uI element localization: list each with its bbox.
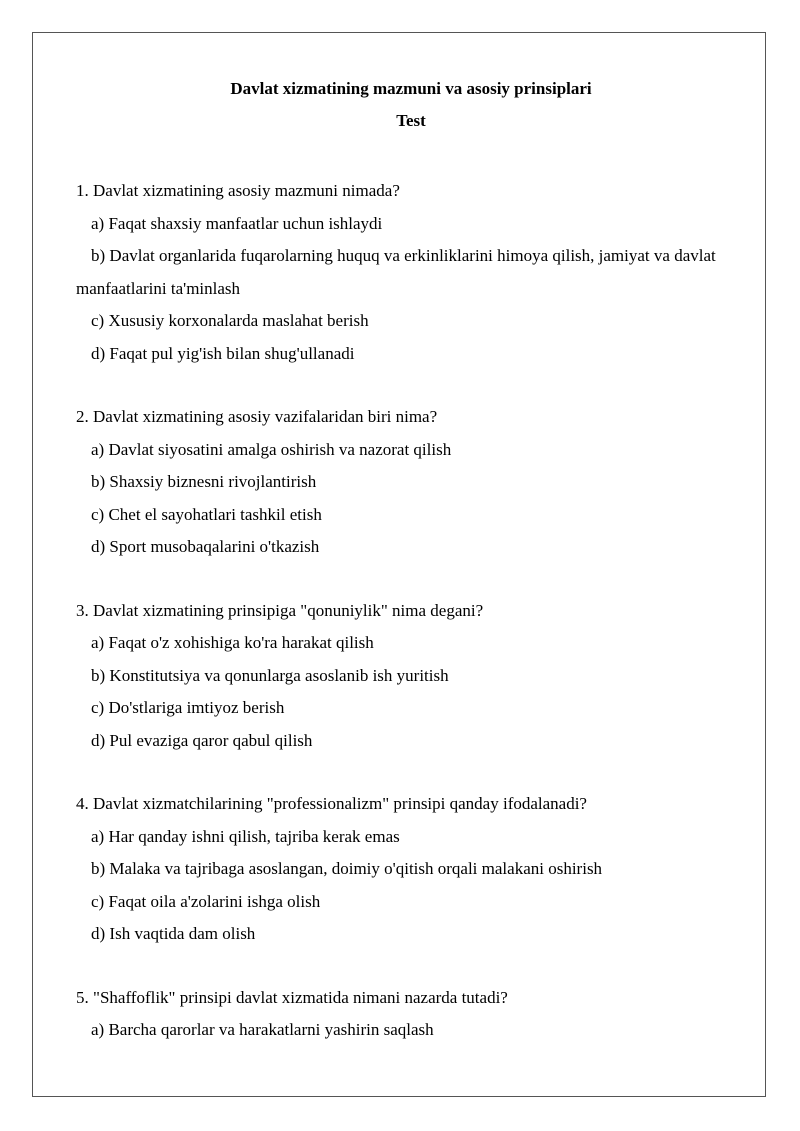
answer-option-c: c) Xususiy korxonalarda maslahat berish	[91, 311, 369, 330]
question-text: 4. Davlat xizmatchilarining "professionalizm" prinsipi qanday ifodalanadi?	[76, 794, 587, 813]
answer-option-a: a) Faqat shaxsiy manfaatlar uchun ishlaydi	[91, 213, 383, 233]
question-5	[76, 982, 746, 1047]
answer-option-c: c) Chet el sayohatlari tashkil etish	[91, 504, 322, 524]
answer-option-b: b) Davlat organlarida fuqarolarning huquq va erkinliklarini himoya qilish, jamiyat va davlat manfaatlarini ta'minlash	[76, 246, 716, 298]
answer-option-c: c) Faqat oila a'zolarini ishga olish	[91, 891, 321, 911]
question-1	[76, 175, 746, 370]
question-text: 1. Davlat xizmatining asosiy mazmuni nimada?	[76, 181, 400, 200]
question-2	[76, 401, 746, 564]
document-title: Davlat xizmatining mazmuni va asosiy prinsiplari	[230, 79, 592, 98]
question-4	[76, 788, 746, 951]
answer-option-b: b) Shaxsiy biznesni rivojlantirish	[91, 472, 317, 491]
answer-option-a: a) Davlat siyosatini amalga oshirish va nazorat qilish	[91, 439, 452, 459]
answer-option-d: d) Ish vaqtida dam olish	[91, 924, 256, 943]
answer-option-a: a) Faqat o'z xohishiga ko'ra harakat qilish	[91, 633, 374, 652]
page-frame	[32, 32, 766, 1097]
answer-option-b: b) Konstitutsiya va qonunlarga asoslanib ish yuritish	[91, 665, 449, 685]
answer-option-a: a) Har qanday ishni qilish, tajriba kerak emas	[91, 826, 400, 846]
answer-option-b: b) Malaka va tajribaga asoslangan, doimiy o'qitish orqali malakani oshirish	[91, 859, 603, 878]
document-body	[76, 79, 746, 1078]
question-text: 5. "Shaffoflik" prinsipi davlat xizmatida nimani nazarda tutadi?	[76, 987, 508, 1007]
question-3	[76, 595, 746, 758]
question-text: 3. Davlat xizmatining prinsipiga "qonuniylik" nima degani?	[76, 600, 484, 620]
answer-option-d: d) Sport musobaqalarini o'tkazish	[91, 537, 320, 556]
answer-option-d: d) Pul evaziga qaror qabul qilish	[91, 730, 313, 750]
document-subtitle: Test	[396, 111, 426, 130]
question-list	[76, 175, 746, 1047]
answer-option-c: c) Do'stlariga imtiyoz berish	[91, 698, 285, 717]
answer-option-a: a) Barcha qarorlar va harakatlarni yashirin saqlash	[91, 1020, 434, 1039]
question-text: 2. Davlat xizmatining asosiy vazifalaridan biri nima?	[76, 407, 438, 426]
answer-option-d: d) Faqat pul yig'ish bilan shug'ullanadi	[91, 343, 355, 363]
